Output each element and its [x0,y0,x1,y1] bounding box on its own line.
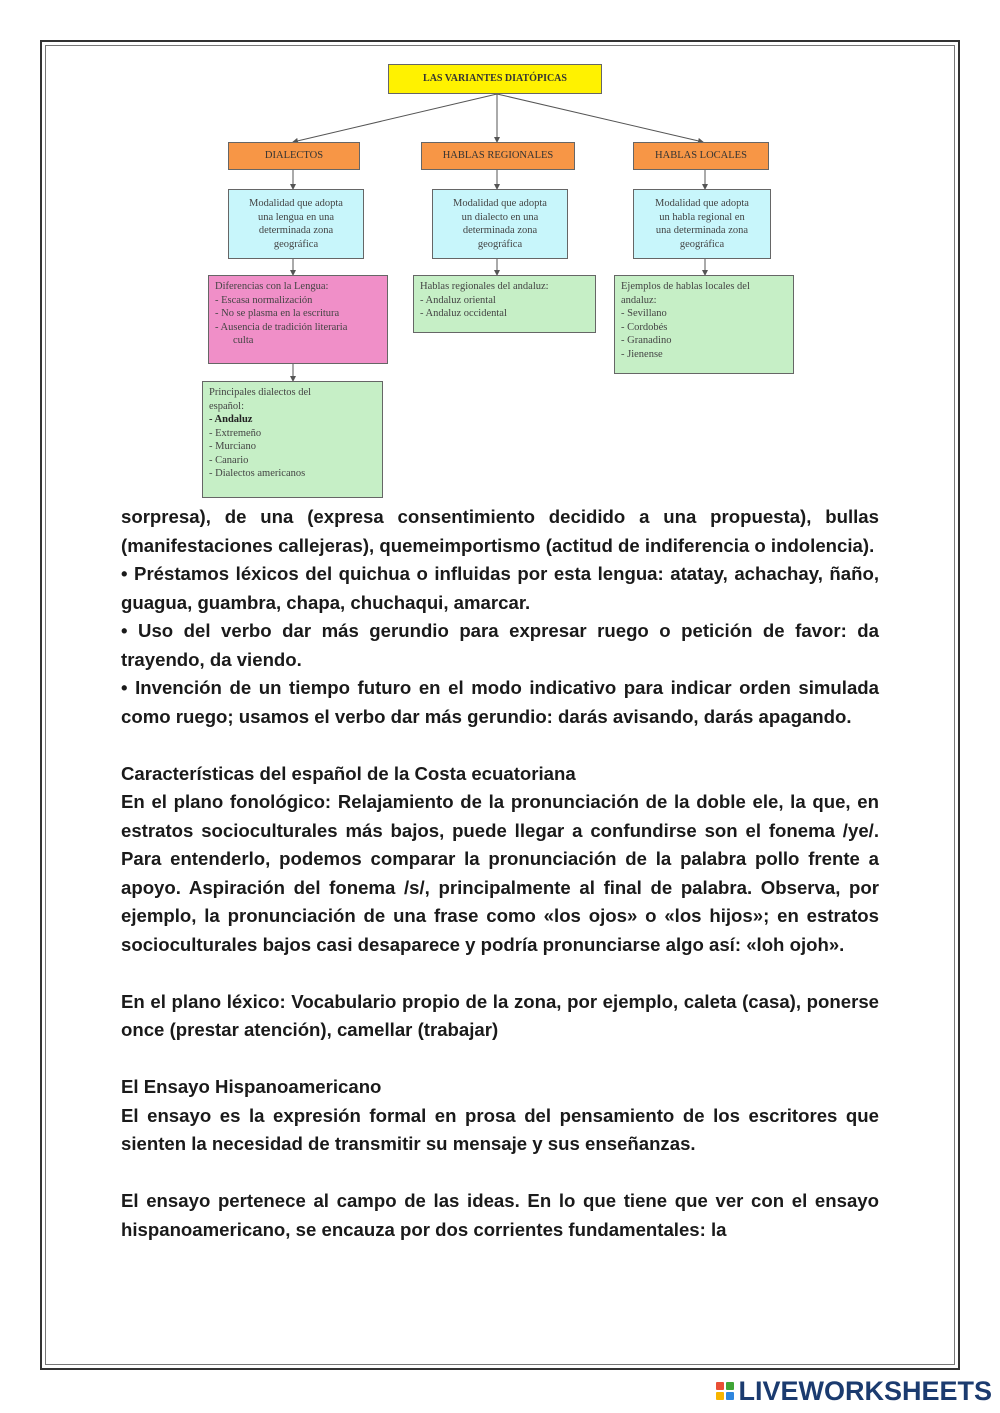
list-item: - Andaluz oriental [420,294,496,306]
list-item: - Andaluz occidental [420,308,507,319]
definition-line: Modalidad que adopta [249,198,343,209]
header-hablas-regionales: HABLAS REGIONALES [421,142,575,170]
list-item: - Cordobés [621,321,668,333]
header-dialectos: DIALECTOS [228,142,360,170]
list-item: - Canario [209,454,249,466]
section-heading-ensayo: El Ensayo Hispanoamericano [121,1076,382,1097]
local-examples [614,275,794,374]
list-item: Principales dialectos del [209,387,312,398]
liveworksheets-logo [716,1375,992,1407]
list-item: - Granadino [621,335,672,346]
list-item: - Extremeño [209,427,262,439]
main-dialects [202,381,383,498]
definition-habla-regional [432,189,568,259]
list-item: - Sevillano [621,308,667,319]
definition-line: un habla regional en [659,211,745,223]
definition-line: Modalidad que adopta [453,198,547,209]
paragraph: El ensayo es la expresión formal en prosa del pensamiento de los escritores que sienten la necesidad de transmitir su mensaje y sus enseñanzas. [121,1104,879,1154]
list-item: - Ausencia de tradición literaria [215,321,348,333]
bullet-paragraph: • Uso del verbo dar más gerundio para expresar ruego o petición de favor: da trayendo, da viendo. [121,620,879,670]
list-item: - Andaluz [209,414,253,425]
definition-line: una determinada zona [655,225,749,236]
paragraph: En el plano fonológico: Relajamiento de la pronunciación de la doble ele, la que, en estratos socioculturales más bajos, puede llegar a confundirse son el fonema /ye/. Para entenderlo, podemos comparar la pronunciación de la palabra pollo frente a apoyo. Aspiración del fonema /s/, principalmente al final de palabra. Observa, por ejemplo, la pronunciación de una frase como «los ojos» o «los hijos»; en estratos socioculturales bajos casi desaparece y podría pronunciarse algo así: «loh ojoh». [121,791,879,955]
list-item: - Escasa normalización [215,294,313,306]
paragraph: El ensayo pertenece al campo de las ideas. En lo que tiene que ver con el ensayo hispanoamericano, se encauza por dos corrientes fundamentales: la [121,1190,879,1240]
logo-text: LIVEWORKSHEETS [738,1375,992,1406]
regional-examples [413,275,596,333]
definition-line: determinada zona [462,225,538,236]
bullet-paragraph: • Invención de un tiempo futuro en el modo indicativo para indicar orden simulada como ruego; usamos el verbo dar más gerundio: darás avisando, darás apagando. [121,677,879,727]
paragraph: sorpresa), de una (expresa consentimiento decidido a una propuesta), bullas (manifestaciones callejeras), quemeimportismo (actitud de indiferencia o indolencia). [121,506,879,556]
definition-line: geográfica [273,238,319,250]
definition-line: determinada zona [258,225,334,236]
list-item: Hablas regionales del andaluz: [420,281,549,292]
definition-line: geográfica [679,238,725,250]
definition-dialecto [228,189,364,259]
definition-habla-local [633,189,771,259]
diagram-title: LAS VARIANTES DIATÓPICAS [388,64,602,94]
definition-line: Modalidad que adopta [655,198,749,209]
definition-line: un dialecto en una [461,211,539,223]
logo-icon [716,1382,734,1400]
body-text [121,503,879,1244]
paragraph: En el plano léxico: Vocabulario propio de la zona, por ejemplo, caleta (casa), ponerse once (prestar atención), camellar (trabajar) [121,990,879,1040]
header-hablas-locales: HABLAS LOCALES [633,142,769,170]
dialect-differences [208,275,388,364]
definition-line: geográfica [477,238,523,250]
list-item: - No se plasma en la escritura [215,308,340,319]
list-item: - Dialectos americanos [209,468,306,479]
list-item: andaluz: [621,294,657,306]
section-heading-costa: Características del español de la Costa ecuatoriana [121,762,576,784]
list-item: español: [209,400,244,412]
bullet-paragraph: • Préstamos léxicos del quichua o influidas por esta lengua: atatay, achachay, ñaño, guagua, guambra, chapa, chuchaqui, amarcar. [121,563,879,613]
concept-map [0,0,1000,510]
list-item: - Murciano [209,441,256,452]
list-item: Ejemplos de hablas locales del [621,281,750,292]
list-item: culta [233,335,254,346]
list-item: Diferencias con la Lengua: [215,281,329,292]
definition-line: una lengua en una [257,211,335,223]
list-item: - Jienense [621,348,663,360]
